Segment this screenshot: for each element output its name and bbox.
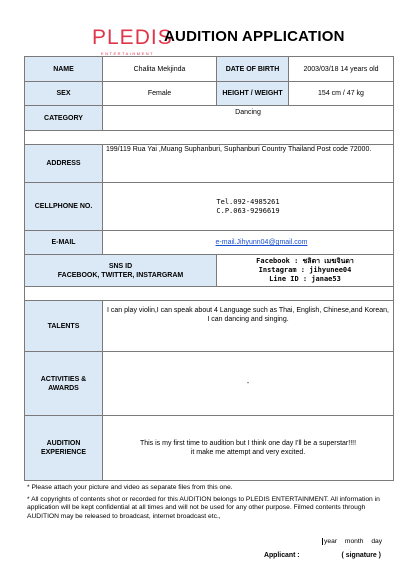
- row-experience: [25, 416, 394, 481]
- sex-field[interactable]: Female: [103, 82, 217, 106]
- pledis-logo: PLEDIS: [92, 26, 173, 49]
- cellphone-field[interactable]: [103, 183, 394, 231]
- cellphone-line-1: Tel.092-4985261: [216, 197, 280, 206]
- talents-label: TALENTS: [25, 301, 103, 352]
- row-sns: [25, 255, 394, 287]
- date-year[interactable]: year: [324, 538, 338, 545]
- dob-label: DATE OF BIRTH: [217, 57, 289, 82]
- spacer-cell: [25, 131, 394, 145]
- height-weight-label: HEIGHT / WEIGHT: [217, 82, 289, 106]
- row-name: [25, 57, 394, 82]
- name-label: NAME: [25, 57, 103, 82]
- page-title: AUDITION APPLICATION: [164, 28, 345, 45]
- row-cellphone: [25, 183, 394, 231]
- row-category: [25, 106, 394, 131]
- height-weight-field[interactable]: 154 cm / 47 kg: [289, 82, 394, 106]
- name-field[interactable]: Chalita Mekjinda: [103, 57, 217, 82]
- category-label: CATEGORY: [25, 106, 103, 131]
- email-label: E-MAIL: [25, 231, 103, 255]
- email-link[interactable]: e-mail.Jihyunn04@gmail.com: [215, 239, 308, 246]
- spacer-cell-2: [25, 287, 394, 301]
- dob-field[interactable]: 2003/03/18 14 years old: [289, 57, 394, 82]
- sns-line-id: Line ID : janae53: [269, 275, 341, 283]
- row-activities: [25, 352, 394, 416]
- email-field[interactable]: [103, 231, 394, 255]
- signature-row: [264, 552, 381, 559]
- cellphone-label: CELLPHONE NO.: [25, 183, 103, 231]
- experience-field[interactable]: This is my first time to audition but I think one day I'll be a superstar!!!! it make me attempt and very excited.: [103, 416, 394, 481]
- sex-label: SEX: [25, 82, 103, 106]
- experience-label: AUDITION EXPERIENCE: [25, 416, 103, 481]
- date-month[interactable]: month: [344, 538, 364, 545]
- activities-field[interactable]: -: [103, 352, 394, 416]
- date-day[interactable]: day: [371, 538, 383, 545]
- address-label: ADDRESS: [25, 145, 103, 183]
- note-attach: * Please attach your picture and video as separate files from this one.: [27, 484, 233, 491]
- sns-facebook: Facebook : ชลิตา เมฆจินดา: [256, 257, 354, 265]
- activities-label: ACTIVITIES & AWARDS: [25, 352, 103, 416]
- spacer-row-2: [25, 287, 394, 301]
- sns-label: [25, 255, 217, 287]
- note-copyright: * All copyrights of contents shot or recorded for this AUDITION belongs to PLEDIS ENTERTAINMENT. All information in application will be kept confidential at all times and will not be used for any other purpose. Filmed contents through AUDITION may be released to broadcast, internet broadcast etc.,: [27, 495, 380, 520]
- signature-field[interactable]: ( signature ): [341, 552, 381, 559]
- sns-field[interactable]: [217, 255, 394, 287]
- date-row: [322, 538, 388, 545]
- row-address: [25, 145, 394, 183]
- pledis-logo-subtitle: ENTERTAINMENT: [101, 51, 155, 56]
- sns-label-line-2: FACEBOOK, TWITTER, INSTARGRAM: [57, 271, 184, 279]
- applicant-label: Applicant :: [264, 552, 300, 559]
- sns-label-line-1: SNS ID: [108, 262, 133, 270]
- row-email: [25, 231, 394, 255]
- notes: [27, 484, 389, 524]
- application-form: [24, 56, 394, 481]
- sns-instagram: Instagram : jihyunee04: [258, 266, 352, 274]
- cellphone-line-2: C.P.063-9296619: [216, 206, 280, 215]
- row-talents: [25, 301, 394, 352]
- row-sex: [25, 82, 394, 106]
- spacer-row: [25, 131, 394, 145]
- header: [0, 0, 411, 56]
- address-field[interactable]: 199/119 Rua Yai ,Muang Suphanburi, Suphanburi Country Thailand Post code 72000.: [103, 145, 394, 183]
- talents-field[interactable]: I can play violin,I can speak about 4 Language such as Thai, English, Chinese,and Korean, I can dancing and singing.: [103, 301, 394, 352]
- category-field[interactable]: Dancing: [103, 106, 394, 131]
